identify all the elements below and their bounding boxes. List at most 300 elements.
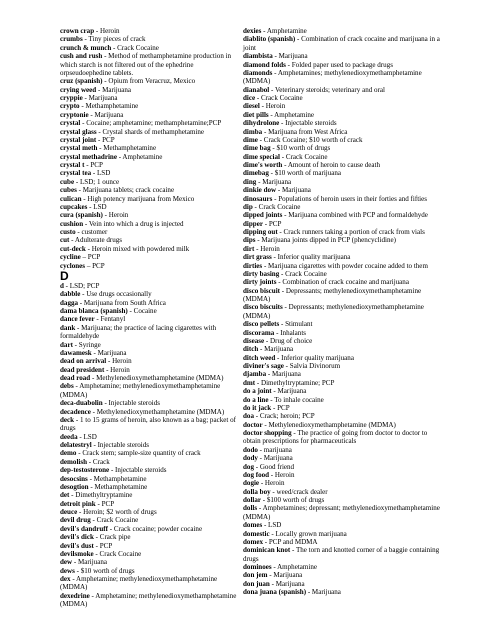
glossary-entry [60,94,242,102]
entry-term: demo [60,449,77,458]
entry-definition: - Opium from Veracruz, Mexico [102,77,196,86]
entry-term: do a line [243,395,269,404]
entry-definition: - Marijuana cigarettes with powder cocaine added to them [262,261,428,270]
glossary-entry [243,580,443,588]
entry-term: demolish [60,457,88,466]
glossary-entry [243,119,443,127]
entry-definition: - Tiny pieces of crack [82,35,146,44]
entry-term: dew [60,558,73,567]
entry-definition: - Dimethyltryptamine; PCP [255,378,335,387]
entry-term: dog food [243,470,270,479]
entry-definition: - Marijuana [306,588,341,597]
glossary-entry [243,27,443,35]
entry-term: dipped joints [243,211,283,220]
entry-definition: - Syringe [72,340,101,349]
entry-definition: - Depressants; methylenedioxymethamphetamine (MDMA) [243,303,424,320]
entry-definition: - Marijuana [257,454,293,463]
entry-definition: - Combination of crack cocaine and marijuana in a joint [243,35,440,52]
entry-term: dmt [243,378,256,387]
entry-definition: - Heroin [269,470,295,479]
glossary-entry [60,567,242,575]
entry-term: crystal methadrine [60,152,117,161]
glossary-entry [243,228,443,236]
entry-definition: - PCP [96,135,115,144]
entry-term: cubes [60,186,77,195]
glossary-entry [243,588,443,596]
entry-definition: - Marijuana [258,345,294,354]
entry-term: dirties [243,261,263,270]
entry-term: dirty basing [243,269,280,278]
entry-definition: - Combination of crack cocaine and marijuana [276,278,409,287]
entry-term: devilsmoke [60,549,94,558]
entry-definition: - Heroin [106,357,132,366]
entry-definition: - Heroin [259,102,286,111]
entry-term: crying weed [60,85,97,94]
glossary-entry [60,144,242,152]
entry-term: diamonds [243,68,273,77]
entry-definition: - Marijuana [96,85,132,94]
glossary-entry [243,488,443,496]
entry-definition: - Vein into which a drug is injected [83,219,184,228]
entry-definition: - LSD [77,432,97,441]
entry-definition: - Marijuana from South Africa [78,298,166,307]
entry-definition: - Injectable steroids [109,466,167,475]
glossary-entry [60,374,242,382]
entry-definition: - Crack Cocaine [90,516,139,525]
entry-term: dead on arrival [60,357,107,366]
entry-definition: - Inhalants [274,328,307,337]
entry-term: discorama [243,328,275,337]
entry-term: crystal t [60,161,85,169]
glossary-entry [243,479,443,487]
glossary-entry [60,449,242,457]
entry-definition: - Marijuana [267,571,303,580]
entry-term: dominican knot [243,546,291,555]
glossary-entry [243,504,443,521]
entry-definition: - Heroin; $2 worth of drugs [77,508,157,516]
entry-term: dogie [243,479,260,488]
entry-definition: - High potency marijuana from Mexico [81,194,195,203]
glossary-entry [60,542,242,550]
entry-term: dog [243,462,254,471]
glossary-entry [60,35,242,43]
entry-definition: - Marijuana [271,387,307,396]
glossary-entry [60,357,242,365]
entry-definition: - To inhale cocaine [268,395,324,404]
glossary-entry [243,404,443,412]
glossary-entry [60,399,242,407]
entry-definition: - Heroin mixed with powdered milk [85,244,190,253]
entry-term: dep-testosterone [60,466,110,475]
entry-term: dirty joints [243,278,277,287]
glossary-entry [243,362,443,370]
glossary-entry [60,491,242,499]
glossary-entry [243,463,443,471]
entry-term: detroit pink [60,499,96,508]
entry-definition: - PCP and MDMA [262,537,318,546]
entry-term: dimba [243,127,263,136]
entry-definition: - Marijuana joints dipped in PCP (phencyclidine) [255,236,397,245]
entry-term: dews [60,566,75,575]
entry-definition: - customer [75,228,108,236]
entry-definition: - Amphetamine [116,152,163,161]
entry-term: deeda [60,432,78,441]
glossary-entry [60,416,242,433]
entry-definition: - $10 worth of drugs [74,566,135,575]
glossary-entry [243,136,443,144]
glossary-entry [243,521,443,529]
entry-definition: - Drug of choice [264,336,313,345]
entry-definition: - Populations of heroin users in their forties and fifties [272,194,427,203]
entry-definition: - Inferior quality marijuana [271,253,351,262]
entry-definition: - Crack Cocaine [111,43,159,52]
glossary-entry [243,429,443,446]
glossary-entry [60,290,242,298]
entry-definition: - Crack Cocaine [252,202,301,211]
glossary-entry [60,211,242,219]
entry-term: crunch & munch [60,43,112,52]
glossary-entry [243,161,443,169]
glossary-right-column [243,27,443,597]
glossary-entry [60,86,242,94]
glossary-entry [243,329,443,337]
entry-definition: - Dimethyltryptamine [69,491,133,500]
glossary-entry [243,370,443,378]
entry-definition: - Marijuana [88,110,124,119]
glossary-entry [60,27,242,35]
glossary-entry [243,61,443,69]
glossary-entry [243,446,443,454]
glossary-entry [60,195,242,203]
entry-term: domes [243,521,263,530]
glossary-entry [60,433,242,441]
entry-term: do it jack [243,403,272,412]
entry-term: dime's worth [243,161,283,169]
glossary-entry [243,278,443,286]
glossary-entry [243,270,443,278]
entry-definition: - Crack Cocaine; $10 worth of crack [257,135,363,144]
entry-term: decadence [60,407,91,416]
entry-definition: - Marijuana [266,370,301,379]
glossary-entry [60,550,242,558]
section-letter-heading: D [60,268,69,283]
entry-definition: - Methylenedioxymethamphetamine (MDMA) [262,420,396,429]
entry-definition: - Marijuana [276,186,311,195]
entry-term: dona juana (spanish) [243,588,307,597]
entry-term: deck [60,415,75,424]
entry-term: do a joint [243,387,272,396]
entry-term: crown crap [60,27,95,35]
entry-term: cube [60,177,75,186]
entry-term: dody [243,454,258,463]
entry-definition: - Locally grown marijuana [269,529,347,538]
glossary-entry [60,349,242,357]
glossary-entry [243,69,443,86]
entry-definition: - Methamphetamine [87,474,147,483]
glossary-entry [243,253,443,261]
entry-term: crystal [60,119,81,128]
entry-term: ding [243,177,257,186]
entry-term: devil drug [60,516,91,525]
glossary-entry [60,475,242,483]
entry-definition: - Folded paper used to package drugs [285,60,393,69]
entry-definition: - Crystal shards of methamphetamine [96,127,205,136]
entry-term: cryptonie [60,110,89,119]
entry-term: dead president [60,365,105,374]
entry-term: dominoes [243,563,272,571]
entry-definition: - Stimulant [279,320,313,329]
entry-definition: - PCP [84,161,103,169]
glossary-entry [60,366,242,374]
entry-definition: - Crack cocaine; powder cocaine [107,524,203,533]
entry-term: dart [60,340,73,349]
entry-definition: - PCP [93,541,113,550]
entry-term: cushion [60,219,84,228]
glossary-entry [243,220,443,228]
entry-term: ditch weed [243,353,276,362]
glossary-entry [60,186,242,194]
glossary-entry [243,102,443,110]
glossary-entry [60,262,242,270]
entry-term: dimebag [243,169,269,178]
entry-term: cut [60,236,70,245]
entry-definition: - Salvia Divinorum [283,362,341,370]
glossary-entry [243,563,443,571]
glossary-entry [60,408,242,416]
glossary-entry [60,508,242,516]
entry-term: dinosaurs [243,194,273,203]
glossary-entry [243,144,443,152]
entry-definition: - Use drugs occasionally [80,290,152,299]
glossary-entry [60,220,242,228]
entry-definition: - Cocaine; amphetamine; methamphetamine;PCP [80,119,222,128]
entry-definition: - Methamphetamine [79,102,139,111]
entry-term: dime bag [243,144,271,153]
glossary-entry [60,466,242,474]
glossary-entry [60,315,242,323]
entry-definition: - Amphetamines; methylenedioxymethamphetamine (MDMA) [243,68,422,86]
entry-term: disco pellets [243,320,280,329]
entry-definition: - Amphetamine; methylenedioxymethamphetamine (MDMA) [60,382,221,399]
entry-term: dance fever [60,315,95,324]
glossary-entry [243,546,443,563]
glossary-entry [60,458,242,466]
entry-definition: - Cocaine [127,307,157,315]
entry-term: dinkie dow [243,186,277,195]
entry-term: dex [60,575,71,583]
glossary-entry [243,153,443,161]
entry-definition: - Crack Cocaine [255,94,303,102]
entry-definition: - Marijuana [272,52,308,61]
glossary-entry [60,299,242,307]
entry-definition: - Methylenedioxymethamphetamine (MDMA) [90,374,224,382]
entry-definition: - Crack Cocaine [279,269,327,278]
entry-term: dime [243,135,258,144]
glossary-entry [60,161,242,169]
entry-term: cruz (spanish) [60,77,103,86]
glossary-entry [60,136,242,144]
entry-term: desogtion [60,482,89,491]
entry-term: dips [243,236,256,245]
entry-term: dip [243,202,253,211]
entry-definition: - Good friend [253,462,295,471]
entry-term: det [60,491,70,500]
entry-term: diamond folds [243,60,286,69]
entry-definition: - LSD; 1 ounce [74,177,120,186]
glossary-entry [60,341,242,349]
entry-term: dirt grass [243,253,272,262]
glossary-entry [243,236,443,244]
glossary-entry [60,533,242,541]
entry-term: dime special [243,152,280,161]
entry-term: d [60,281,64,290]
glossary-entry [243,287,443,304]
glossary-entry [243,471,443,479]
entry-term: cut-deck [60,244,86,253]
glossary-entry [243,337,443,345]
entry-definition: - Methamphetamine [88,482,148,491]
entry-term: dagga [60,298,79,307]
glossary-entry [60,516,242,524]
glossary-entry [60,236,242,244]
glossary-entry [243,454,443,462]
entry-definition: - Crack Cocaine [93,549,142,558]
glossary-entry [60,592,242,609]
glossary-entry [60,500,242,508]
entry-term: dank [60,323,76,332]
entry-definition: - Crack pipe [93,533,131,542]
glossary-entry [243,303,443,320]
glossary-entry [243,379,443,387]
entry-definition: - Marijuana from West Africa [262,127,348,136]
glossary-entry [60,52,242,77]
entry-definition: – PCP [85,261,105,270]
entry-term: dawamesk [60,348,92,357]
entry-definition: - The practice of going from doctor to doctor to obtain prescriptions for pharmaceuticals [243,429,428,446]
entry-definition: - Crack Cocaine [280,152,328,161]
entry-term: cush and rush [60,52,103,61]
glossary-entry [60,558,242,566]
glossary-entry [60,169,242,177]
entry-definition: - $10 worth of marijuana [268,169,342,178]
entry-term: dihydrolone [243,119,280,128]
entry-definition: - Crack stem; sample-size quantity of crack [76,449,201,458]
entry-term: cryppie [60,94,83,102]
entry-term: crystal tea [60,169,92,178]
entry-term: crystal joint [60,135,97,144]
glossary-entry [243,94,443,102]
glossary-entry [243,571,443,579]
entry-definition: - Marijuana combined with PCP and formaldehyde [282,211,428,220]
glossary-entry [60,203,242,211]
entry-term: desocsins [60,474,88,483]
glossary-entry [60,282,242,290]
entry-definition: - Marijuana [82,94,118,102]
entry-term: debs [60,382,74,391]
entry-definition: - The torn and knotted corner of a baggie containing drugs [243,546,440,563]
entry-definition: - Fentanyl [94,315,126,324]
glossary-entry [60,575,242,592]
entry-term: cupcakes [60,202,88,211]
entry-term: diablito (spanish) [243,35,296,44]
entry-definition: - Veterinary steroids; veterinary and oral [269,85,385,94]
glossary-entry [243,387,443,395]
glossary-entry [60,245,242,253]
entry-term: diet pills [243,110,269,119]
entry-term: disco biscuit [243,286,281,295]
glossary-entry [60,153,242,161]
entry-term: diviner's sage [243,362,284,370]
glossary-entry [243,178,443,186]
entry-definition: - Heroin [254,244,280,253]
entry-definition: - Injectable steroids [91,441,150,449]
entry-term: dead road [60,374,91,382]
glossary-entry [243,35,443,52]
entry-term: dipper [243,219,263,228]
glossary-entry [243,345,443,353]
glossary-entry [60,382,242,399]
glossary-entry [243,262,443,270]
glossary-entry [60,102,242,110]
entry-definition: - Marijuana; the practice of lacing cigarettes with formaldehyde [60,323,217,341]
glossary-entry [243,195,443,203]
entry-definition: – PCP [80,253,101,262]
entry-definition: - Amphetamine [271,563,317,571]
entry-definition: - Amphetamines; depressant; methylenedioxymethamphetamine (MDMA) [243,504,440,521]
entry-definition: - Adulterate drugs [69,236,123,245]
glossary-entry [243,86,443,94]
glossary-entry [60,525,242,533]
entry-definition: - Heroin [104,365,130,374]
entry-term: dollar [243,496,262,504]
entry-definition: - Heroin [102,211,129,220]
entry-term: dice [243,94,256,102]
entry-term: dirt [243,244,255,253]
entry-definition: - Amphetamine; methylenedioxymethamphetamine (MDMA) [60,575,218,592]
glossary-entry [60,44,242,52]
glossary-left-column [60,27,242,609]
glossary-entry [60,324,242,341]
entry-definition: - Inferior quality marijuana [275,353,354,362]
entry-definition: - 1 to 15 grams of heroin, also known as a bag; packet of drugs [60,415,236,433]
entry-definition: - Depressants; methylenedioxymethamphetamine (MDMA) [243,286,422,303]
glossary-entry [243,320,443,328]
entry-definition: - $100 worth of drugs [261,496,325,504]
glossary-entry [60,178,242,186]
glossary-entry [243,496,443,504]
entry-term: crumbs [60,35,83,44]
glossary-entry [243,128,443,136]
entry-term: devil's dick [60,533,94,542]
entry-definition: - $10 worth of drugs [270,144,331,153]
entry-definition: - weed/crack dealer [270,487,328,496]
entry-term: devil's dandruff [60,524,108,533]
glossary-entry [60,77,242,85]
glossary-entry [243,538,443,546]
entry-definition: - Marijuana [91,348,127,357]
entry-term: dipping out [243,228,278,236]
entry-definition: - LSD [87,202,107,211]
entry-term: don juan [243,579,270,588]
glossary-entry [243,354,443,362]
glossary-entry [243,245,443,253]
entry-term: dexedrine [60,591,90,600]
entry-term: dolla boy [243,487,271,496]
entry-term: don jem [243,571,268,580]
glossary-entry [60,119,242,127]
entry-term: dianabol [243,85,270,94]
entry-definition: - Methylenedioxymethamphetamine (MDMA) [90,407,225,416]
